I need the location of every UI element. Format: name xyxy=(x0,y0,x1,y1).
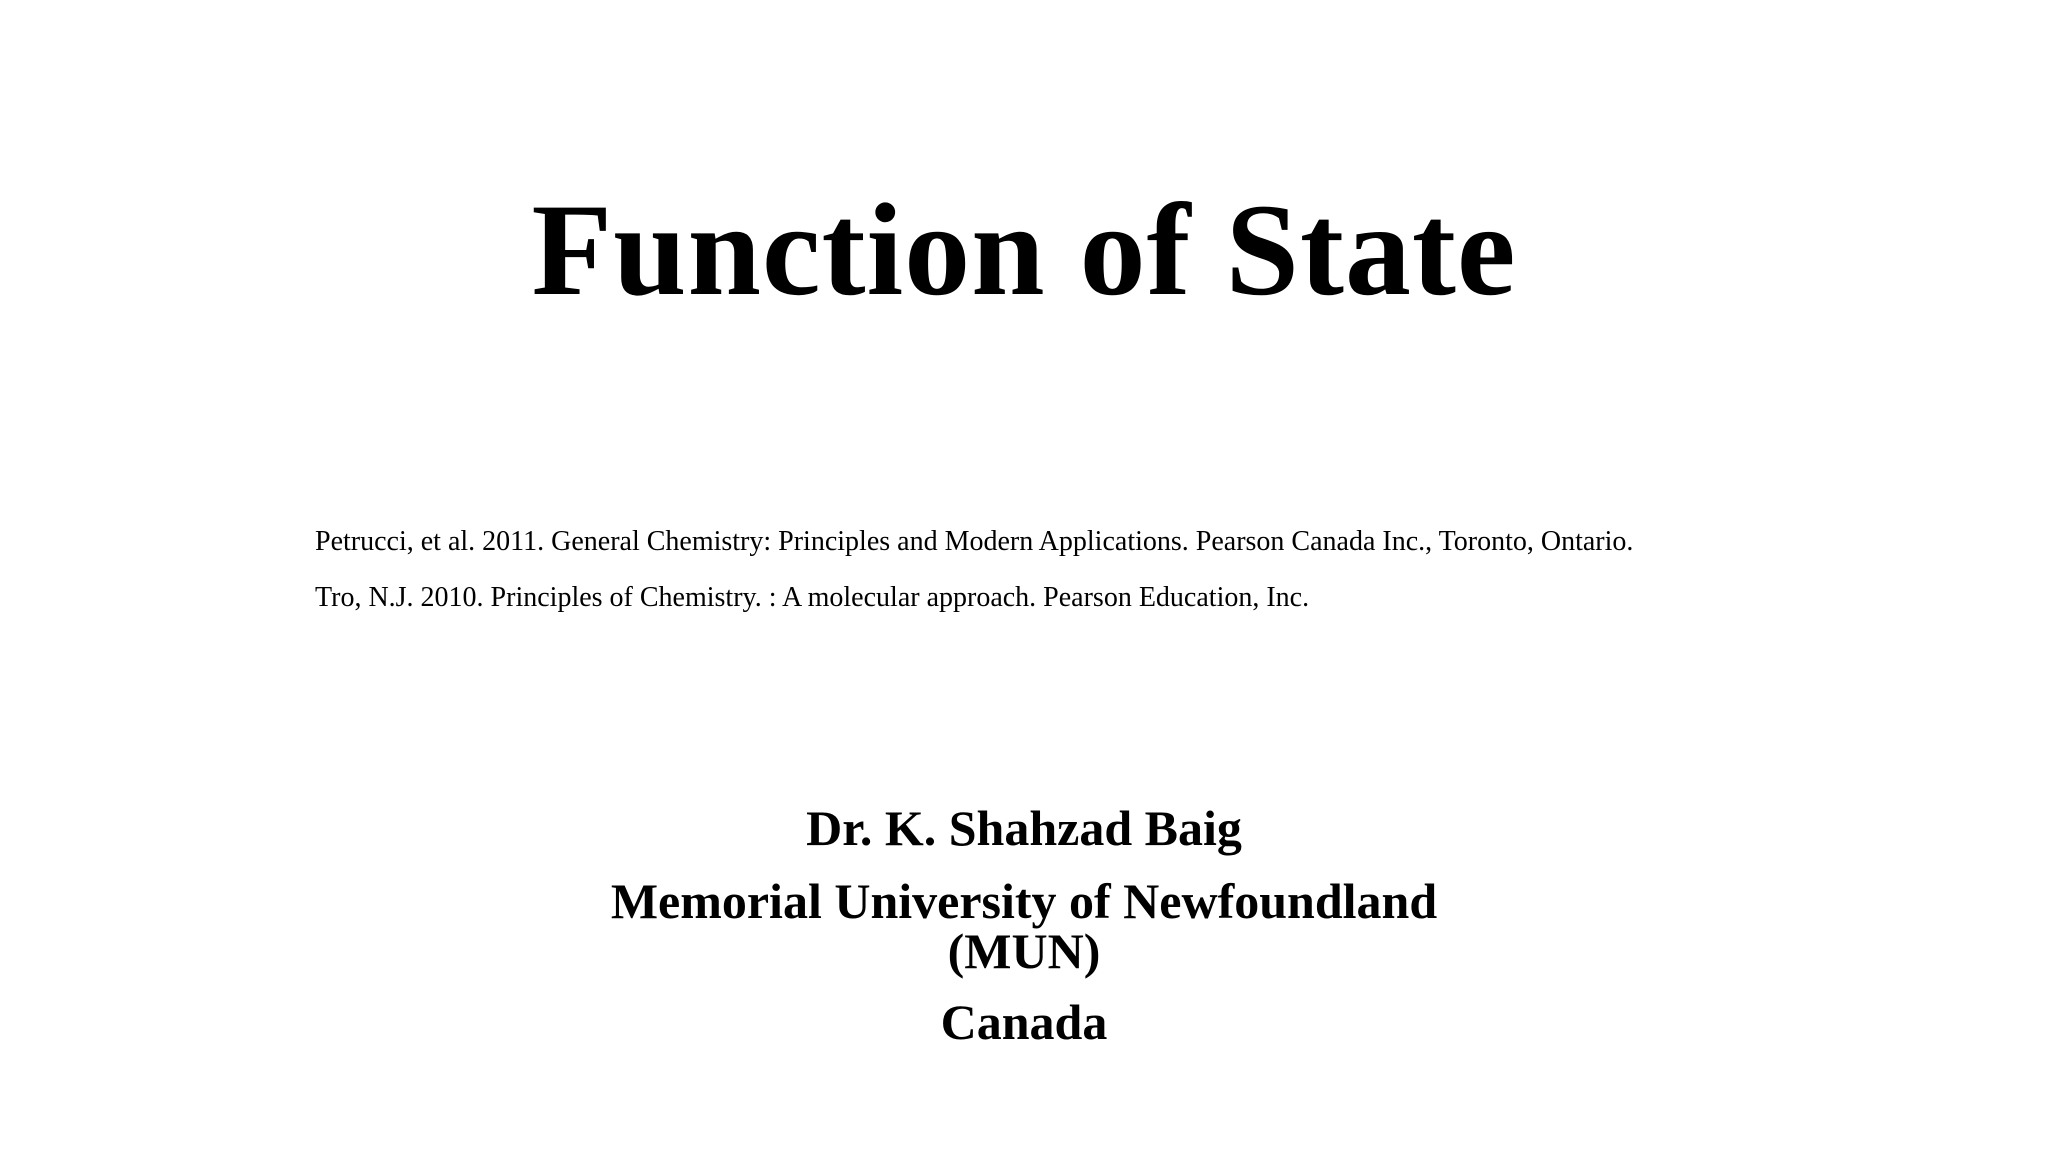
reference-item: Petrucci, et al. 2011. General Chemistry: Principles and Modern Applications. Pearson Canada Inc., Toronto, Ontario. xyxy=(315,526,1634,557)
institution-name: Memorial University of Newfoundland xyxy=(610,873,1438,929)
author-block xyxy=(0,798,2048,1052)
country: Canada xyxy=(940,994,1108,1050)
institution-abbreviation: (MUN) xyxy=(947,923,1101,979)
reference-item: Tro, N.J. 2010. Principles of Chemistry. : A molecular approach. Pearson Education, Inc. xyxy=(315,582,1310,613)
references-list xyxy=(315,514,2015,626)
author-name: Dr. K. Shahzad Baig xyxy=(806,800,1242,856)
slide-title: Function of State xyxy=(531,176,1517,323)
